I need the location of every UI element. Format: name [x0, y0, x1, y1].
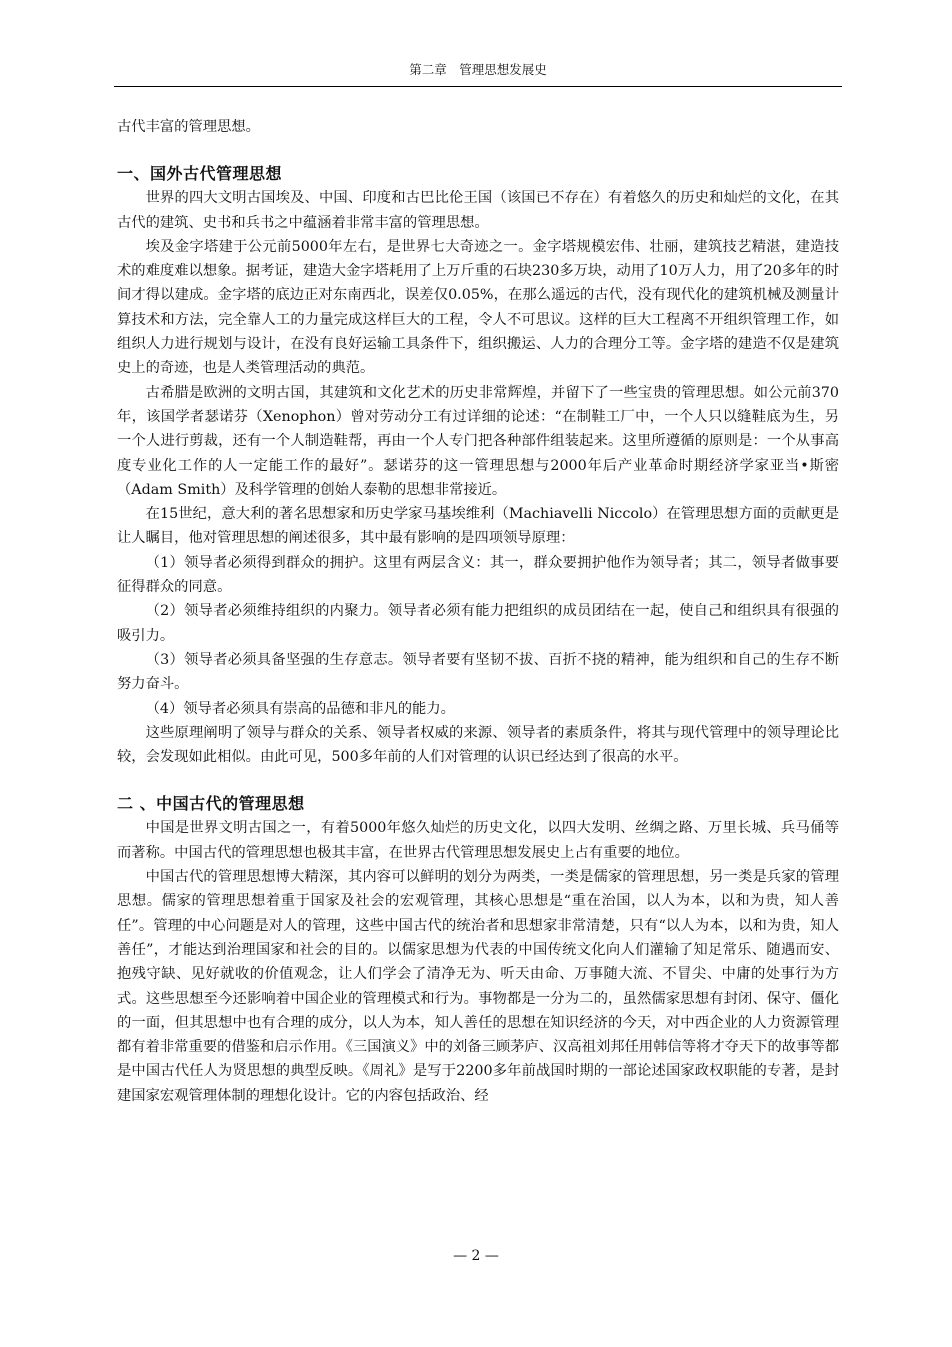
section-gap	[117, 769, 839, 792]
page-number: — 2 —	[453, 1248, 499, 1264]
paragraph: 这些原理阐明了领导与群众的关系、领导者权威的来源、领导者的素质条件，将其与现代管理中的领导理论比较，会发现如此相似。由此可见，500多年前的人们对管理的认识已经达到了很高的水平。	[117, 724, 839, 766]
paragraph: 中国古代的管理思想博大精深，其内容可以鲜明的划分为两类，一类是儒家的管理思想，另一类是兵家的管理思想。儒家的管理思想着重于国家及社会的宏观管理，其核心思想是“重在治国，以人为本，以和为贵，知人善任”。管理的中心问题是对人的管理，这些中国古代的统治者和思想家非常清楚，只有“以人为本，以和为贵，知人善任”，才能达到治理国家和社会的目的。以儒家思想为代表的中国传统文化向人们灌输了知足常乐、随遇而安、抱残守缺、见好就收的价值观念，让人们学会了清净无为、听天由命、万事随大流、不冒尖、中庸的处事行为方式。这些思想至今还影响着中国企业的管理模式和行为。事物都是一分为二的，虽然儒家思想有封闭、保守、僵化的一面，但其思想中也有合理的成分，以人为本，知人善任的思想在知识经济的今天，对中西企业的人力资源管理都有着非常重要的借鉴和启示作用。《三国演义》中的刘备三顾茅庐、汉高祖刘邦任用韩信等将才夺天下的故事等都是中国古代任人为贤思想的典型反映。《周礼》是写于2200多年前战国时期的一部论述国家政权职能的专著，是封建国家宏观管理体制的理想化设计。它的内容包括政治、经	[117, 869, 839, 1104]
section-heading-china: 二 、中国古代的管理思想	[117, 794, 305, 814]
list-item: （2）领导者必须维持组织的内聚力。领导者必须有能力把组织的成员团结在一起，使自己和组织具有很强的吸引力。	[117, 603, 839, 644]
header-rule	[114, 86, 842, 87]
list-item: （1）领导者必须得到群众的拥护。这里有两层含义：其一，群众要拥护他作为领导者；其二，领导者做事要征得群众的同意。	[117, 554, 839, 596]
section-gap	[117, 139, 839, 162]
lead-line: 古代丰富的管理思想。	[117, 119, 260, 135]
paragraph: 古希腊是欧洲的文明古国，其建筑和文化艺术的历史非常辉煌，并留下了一些宝贵的管理思想。如公元前370年，该国学者瑟诺芬（Xenophon）曾对劳动分工有过详细的论述：“在制鞋工厂中，一个人只以缝鞋底为生，另一个人进行剪裁，还有一个人制造鞋帮，再由一个人专门把各种部件组装起来。这里所遵循的原则是：一个从事高度专业化工作的人一定能工作的最好”。瑟诺芬的这一管理思想与2000年后产业革命时期经济学家亚当•斯密（Adam Smith）及科学管理的创始人泰勒的思想非常接近。	[117, 384, 839, 498]
paragraph: 世界的四大文明古国埃及、中国、印度和古巴比伦王国（该国已不存在）有着悠久的历史和灿烂的文化，在其古代的建筑、史书和兵书之中蕴涵着非常丰富的管理思想。	[117, 190, 839, 231]
body-text	[117, 115, 839, 1108]
list-item: （3）领导者必须具备坚强的生存意志。领导者要有坚韧不拔、百折不挠的精神，能为组织和自己的生存不断努力奋斗。	[117, 651, 839, 693]
section-heading-foreign: 一、国外古代管理思想	[117, 164, 283, 184]
paragraph: 中国是世界文明古国之一，有着5000年悠久灿烂的历史文化，以四大发明、丝绸之路、万里长城、兵马俑等而著称。中国古代的管理思想也极其丰富，在世界古代管理思想发展史上占有重要的地位。	[117, 820, 839, 861]
paragraph: 在15世纪，意大利的著名思想家和历史学家马基埃维利（Machiavelli Niccolo）在管理思想方面的贡献更是让人瞩目，他对管理思想的阐述很多，其中最有影响的是四项领导原理：	[117, 506, 839, 547]
paragraph: 埃及金字塔建于公元前5000年左右，是世界七大奇迹之一。金字塔规模宏伟、壮丽，建筑技艺精湛，建造技术的难度难以想象。据考证，建造大金字塔耗用了上万斤重的石块230多万块，动用了10万人力，用了20多年的时间才得以建成。金字塔的底边正对东南西北，误差仅0.05%，在那么遥远的古代，没有现代化的建筑机械及测量计算技术和方法，完全靠人工的力量完成这样巨大的工程，令人不可思议。这样的巨大工程离不开组织管理工作，如组织人力进行规划与设计，在没有良好运输工具条件下，组织搬运、人力的合理分工等。金字塔的建造不仅是建筑史上的奇迹，也是人类管理活动的典范。	[117, 238, 839, 377]
running-header: 第二章 管理思想发展史	[409, 62, 547, 77]
list-item: （4）领导者必须具有崇高的品德和非凡的能力。	[145, 700, 455, 717]
